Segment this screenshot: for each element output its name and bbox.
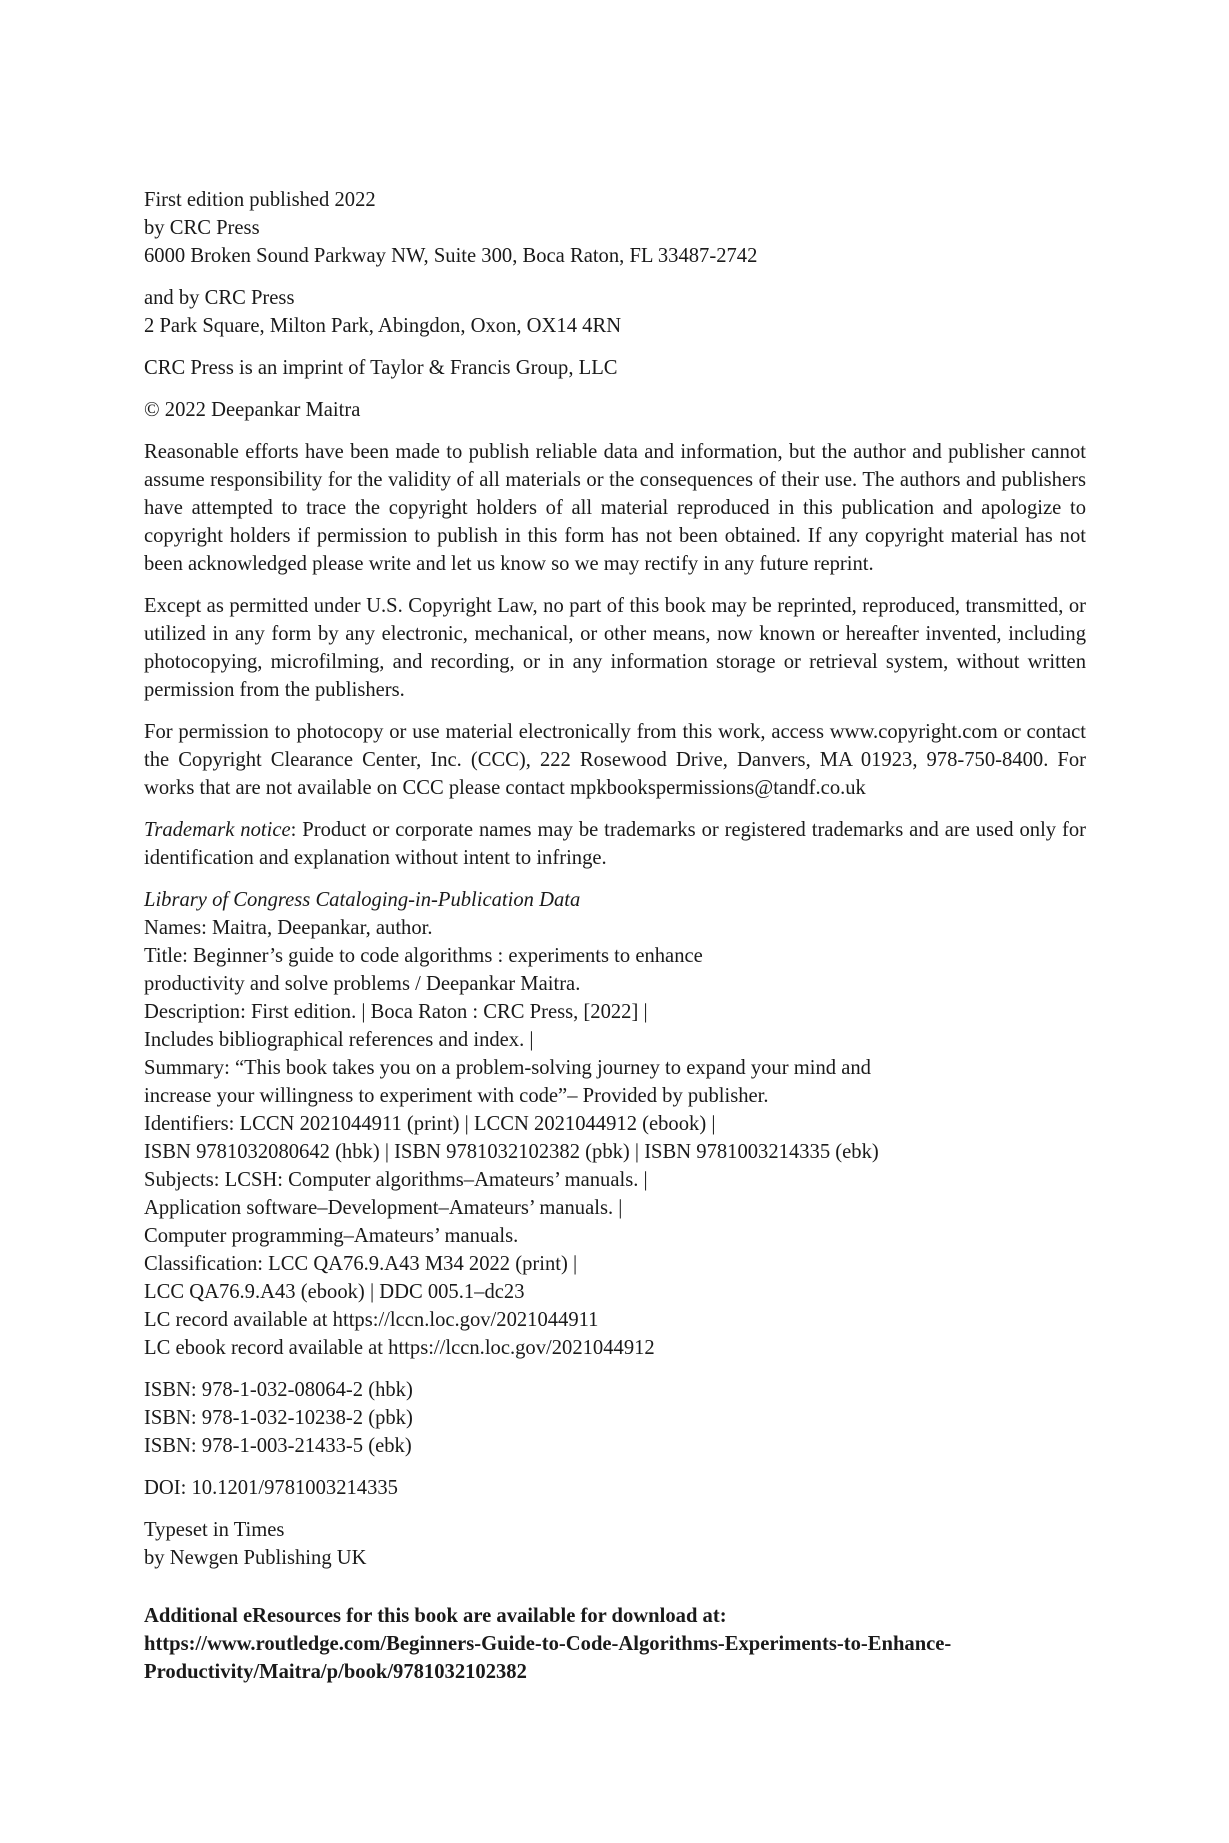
copyright-text: © 2022 Deepankar Maitra: [144, 399, 361, 421]
eresources-link[interactable]: https://www.routledge.com/Beginners-Guide-to-Code-Algorithms-Experiments-to-Enhance-: [144, 1633, 952, 1655]
cip-line: Subjects: LCSH: Computer algorithms–Amateurs’ manuals. |: [144, 1169, 648, 1191]
cip-line: Title: Beginner’s guide to code algorithms : experiments to enhance: [144, 945, 703, 967]
eresources-heading: Additional eResources for this book are available for download at:: [144, 1605, 727, 1627]
second-publisher-line: and by CRC Press: [144, 287, 295, 309]
edition-line: First edition published 2022: [144, 189, 376, 211]
cip-line: increase your willingness to experiment with code”– Provided by publisher.: [144, 1085, 769, 1107]
publication-info: [144, 186, 1086, 270]
eresources-block: [144, 1602, 1086, 1686]
cip-line: LC record available at https://lccn.loc.gov/2021044911: [144, 1309, 599, 1331]
isbn-line: ISBN: 978-1-032-08064-2 (hbk): [144, 1379, 413, 1401]
cip-line: Names: Maitra, Deepankar, author.: [144, 917, 433, 939]
copyright-page: [144, 186, 1086, 1686]
publisher-address: 6000 Broken Sound Parkway NW, Suite 300, Boca Raton, FL 33487-2742: [144, 245, 758, 267]
copyright-notice: [144, 396, 1086, 424]
typeset-font: Typeset in Times: [144, 1519, 285, 1541]
doi-text: DOI: 10.1201/9781003214335: [144, 1477, 398, 1499]
cip-line: Includes bibliographical references and index. |: [144, 1029, 534, 1051]
doi-block: [144, 1474, 1086, 1502]
second-publisher-info: [144, 284, 1086, 340]
cip-line: Summary: “This book takes you on a problem-solving journey to expand your mind and: [144, 1057, 871, 1079]
cip-block: [144, 886, 1086, 1362]
publisher-line: by CRC Press: [144, 217, 260, 239]
cip-line: Classification: LCC QA76.9.A43 M34 2022 (print) |: [144, 1253, 578, 1275]
isbn-block: [144, 1376, 1086, 1460]
imprint-note: [144, 354, 1086, 382]
second-publisher-address: 2 Park Square, Milton Park, Abingdon, Oxon, OX14 4RN: [144, 315, 622, 337]
imprint-text: CRC Press is an imprint of Taylor & Francis Group, LLC: [144, 357, 618, 379]
typesetter: by Newgen Publishing UK: [144, 1547, 367, 1569]
cip-line: Computer programming–Amateurs’ manuals.: [144, 1225, 519, 1247]
trademark-text: : Product or corporate names may be trademarks or registered trademarks and are used only for identification and explanation without intent to infringe.: [144, 819, 1087, 869]
trademark-label: Trademark notice: [144, 819, 291, 841]
cip-line: Description: First edition. | Boca Raton : CRC Press, [2022] |: [144, 1001, 648, 1023]
permissions-paragraph: For permission to photocopy or use material electronically from this work, access www.copyright.com or contact the Copyright Clearance Center, Inc. (CCC), 222 Rosewood Drive, Danvers, MA 01923, 978-750-8400. For works that are not available on CCC please contact mpkbookspermissions@tandf.co.uk: [144, 721, 1086, 799]
cip-line: LCC QA76.9.A43 (ebook) | DDC 005.1–dc23: [144, 1281, 525, 1303]
typeset-block: [144, 1516, 1086, 1572]
trademark-paragraph: [144, 816, 1086, 872]
eresources-link-continued[interactable]: Productivity/Maitra/p/book/9781032102382: [144, 1661, 527, 1683]
cip-line: Application software–Development–Amateurs’ manuals. |: [144, 1197, 623, 1219]
cip-line: ISBN 9781032080642 (hbk) | ISBN 9781032102382 (pbk) | ISBN 9781003214335 (ebk): [144, 1141, 879, 1163]
cip-line: Identifiers: LCCN 2021044911 (print) | LCCN 2021044912 (ebook) |: [144, 1113, 716, 1135]
cip-line: productivity and solve problems / Deepankar Maitra.: [144, 973, 581, 995]
cip-line: LC ebook record available at https://lccn.loc.gov/2021044912: [144, 1337, 655, 1359]
isbn-line: ISBN: 978-1-003-21433-5 (ebk): [144, 1435, 412, 1457]
disclaimer-paragraph: Reasonable efforts have been made to publish reliable data and information, but the author and publisher cannot assume responsibility for the validity of all materials or the consequences of their use. The authors and publishers have attempted to trace the copyright holders of all material reproduced in this publication and apologize to copyright holders if permission to publish in this form has not been obtained. If any copyright material has not been acknowledged please write and let us know so we may rectify in any future reprint.: [144, 441, 1086, 575]
rights-paragraph: Except as permitted under U.S. Copyright Law, no part of this book may be reprinted, reproduced, transmitted, or utilized in any form by any electronic, mechanical, or other means, now known or hereafter invented, including photocopying, microfilming, and recording, or in any information storage or retrieval system, without written permission from the publishers.: [144, 595, 1086, 701]
cip-heading: Library of Congress Cataloging-in-Publication Data: [144, 889, 581, 911]
isbn-line: ISBN: 978-1-032-10238-2 (pbk): [144, 1407, 413, 1429]
